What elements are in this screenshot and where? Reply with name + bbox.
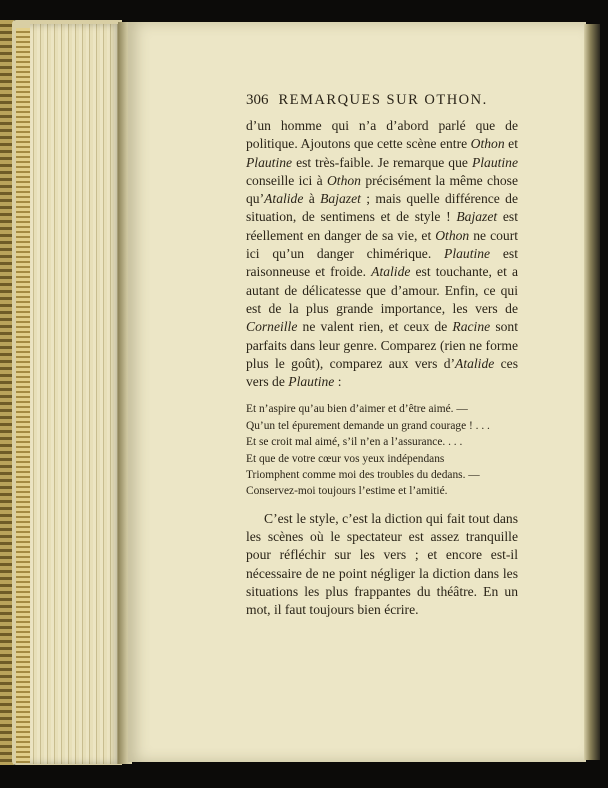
italic-name: Plautine (471, 154, 518, 170)
page-number: 306 (246, 92, 269, 108)
verse-line: Conservez-moi toujours l’estime et l’amitié. (246, 485, 448, 498)
running-title: REMARQUES SUR OTHON. (278, 92, 488, 108)
italic-name: Bajazet (456, 209, 498, 225)
italic-name: Plautine (444, 246, 491, 262)
text-run: ne court ici qu’un danger chimérique. (246, 227, 519, 262)
page-text (246, 92, 518, 620)
italic-name: Atalide (264, 191, 304, 207)
text-run: sont parfaits dans leur genre. Comparez (rien ne forme plus le goût), comparez aux vers d’ (246, 319, 519, 371)
running-head (246, 92, 518, 109)
verse-quotation (246, 401, 518, 499)
page-edge-right (584, 24, 600, 760)
italic-name: Plautine (246, 154, 293, 170)
paragraph-1 (246, 117, 518, 391)
italic-name: Atalide (371, 264, 411, 280)
verse-line: Et se croit mal aimé, s’il n’en a l’assurance. . . . (246, 436, 463, 449)
page-stack (30, 24, 122, 764)
italic-name: Othon (326, 172, 361, 188)
italic-name: Othon (470, 136, 505, 152)
text-run: d’un homme qui n’a d’abord parlé que de politique. Ajoutons que cette scène entre (246, 118, 518, 152)
text-run: ces vers de (246, 355, 518, 390)
italic-name: Bajazet (320, 191, 361, 207)
text-run: ; mais quelle différence de situation, de sentimens et de style ! (246, 191, 518, 225)
text-run: est réellement en danger de sa vie, et (246, 209, 518, 243)
text-run: est raisonneuse et froide. (246, 246, 518, 280)
text-run: conseille ici à (246, 172, 327, 188)
italic-name: Corneille (246, 319, 298, 335)
italic-name: Racine (452, 319, 491, 335)
text-run: est très-faible. Je remarque que (292, 154, 472, 170)
italic-name: Plautine (288, 374, 335, 390)
italic-name: Atalide (455, 355, 495, 371)
verse-line: Triomphent comme moi des troubles du dedans. — (246, 469, 480, 482)
text-run: : (334, 374, 342, 390)
verse-line: Et n’aspire qu’au bien d’aimer et d’être aimé. — (246, 403, 468, 416)
gilt-page-edge (16, 28, 30, 763)
text-run: et (504, 136, 518, 152)
verse-line: Qu’un tel épurement demande un grand courage ! . . . (246, 419, 490, 432)
italic-name: Othon (435, 227, 470, 243)
text-run: à (303, 191, 321, 207)
text-run: ne valent rien, et ceux de (297, 319, 453, 335)
text-run: est touchante, et a autant de délicatesse que d’amour. Enfin, ce qui est de la plus grande importance, les vers de (246, 264, 518, 316)
text-run: précisément la même chose qu’ (246, 172, 518, 207)
verse-line: Et que de votre cœur vos yeux indépendans (246, 452, 445, 465)
paragraph-2: C’est le style, c’est la diction qui fait tout dans les scènes où le spectateur est assez tranquille pour réfléchir sur les vers ; et encore est-il nécessaire de ne point négliger la diction dans les situations les plus frappantes du théâtre. En un mot, il faut toujours bien écrire. (246, 510, 518, 618)
